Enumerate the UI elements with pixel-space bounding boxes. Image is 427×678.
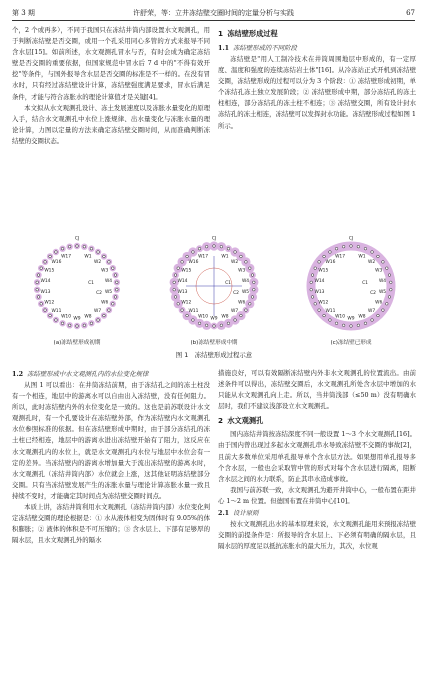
freezing-hole	[234, 319, 237, 322]
freezing-hole	[76, 325, 79, 328]
right-column-bottom	[218, 368, 416, 552]
freezing-hole	[205, 245, 208, 248]
well-label: W6	[101, 300, 109, 306]
freezing-hole	[108, 309, 111, 312]
freezing-hole	[112, 267, 115, 270]
freezing-hole	[388, 274, 391, 277]
freezing-ring-diagram-c	[286, 234, 416, 338]
freezing-hole	[253, 281, 256, 284]
well-label: W12	[44, 300, 55, 306]
well-label: W16	[51, 259, 62, 265]
well-label: W9	[73, 316, 81, 322]
freezing-hole	[357, 324, 360, 327]
freezing-hole	[186, 255, 189, 258]
subsection-number: 1.1	[218, 44, 230, 52]
freezing-hole	[36, 288, 39, 291]
freezing-hole	[371, 319, 374, 322]
freezing-hole	[36, 281, 39, 284]
freezing-hole	[76, 245, 79, 248]
freezing-hole	[364, 322, 367, 325]
well-label: W2	[230, 259, 239, 265]
well-label: W3	[101, 268, 109, 274]
freezing-hole	[103, 255, 106, 258]
freezing-hole	[249, 303, 252, 306]
freezing-hole	[318, 261, 321, 264]
well-label: W14	[40, 278, 51, 284]
freezing-hole	[253, 288, 256, 291]
freezing-hole	[251, 274, 254, 277]
left-column-bottom	[12, 368, 210, 546]
freezing-hole	[234, 251, 237, 254]
freezing-hole	[68, 324, 71, 327]
freezing-hole	[55, 319, 58, 322]
well-label: W8	[221, 314, 229, 320]
section-number: 1	[218, 29, 224, 38]
paragraph: 冻结壁是"用人工制冷技术在井筒周围地层中形成的，有一定厚度、温度和强度的连续冻结岩土体"[16]。从冷冻站正式开机到冻结壁交圈，冻结壁形成的过程可以分为 3 个阶段：① 冻结壁形成初期，单个冻结孔冻土独立发展阶段；② 冻结壁形成中期，部分冻结孔的冻土柱相连，部分冻结孔的冻土柱不相连；③ 冻结壁交圈，所有设计封水冻结孔的冻土相连，冻结壁可以发挥封水功能。冻结壁形成过程如图 1 所示。	[218, 55, 416, 130]
paragraph: 本文拟从水文观测孔设计、冻土发展速度以及冻胀水量变化的原理入手，结合水文观测孔中水位上涨规律、出水量变化与冻胀水量的理论计算，力图以定量的方法来确定冻结壁交圈时间，从而准确判断冻结壁的交圈状态。	[12, 103, 210, 145]
freezing-hole	[97, 251, 100, 254]
freezing-hole	[390, 281, 393, 284]
freezing-hole	[335, 247, 338, 250]
freezing-hole	[192, 251, 195, 254]
well-label: W6	[238, 300, 246, 306]
panel-c	[286, 234, 416, 346]
well-label: W7	[93, 309, 102, 315]
section-title: 水文观测孔	[227, 416, 264, 426]
subsection-heading	[218, 507, 416, 519]
freezing-hole	[198, 322, 201, 325]
freezing-hole	[177, 303, 180, 306]
well-label: W14	[177, 278, 188, 284]
freezing-hole	[198, 247, 201, 250]
well-label: CJ	[211, 236, 217, 242]
section-title: 冻结壁形成过程	[227, 29, 278, 38]
paragraph: 个，2 个或再多），不同于我国只在冻结井筒内部设置水文观测孔，用于判断冻结壁是否交圈，或用一个孔采用同心多管的方式来报导不同含水层[15]。如前所述，水文观测孔冒水与否，有时会成为确定冻结壁是否交圈的重要依据，但国家规范中冒水后 7 d 中的"不得有效开挖"等条件，与国外报导含水层是否交圈的标准是不一样的。在没有冒水时，只有经过冻结壁设计计算，冻结壁强度满足要求，冒水后满足条件，才能与符合冻胀水的理论计算值才是关键[4]。	[12, 26, 210, 101]
panel-a	[12, 234, 142, 346]
running-title: 许舒荣，等：立井冻结壁交圈时间的定量分析与实践	[133, 9, 294, 17]
section-number: 2	[218, 416, 224, 426]
freezing-hole	[112, 303, 115, 306]
subsection-title: 设计原则	[232, 509, 259, 518]
freezing-hole	[114, 274, 117, 277]
section-heading	[218, 27, 416, 40]
panel-b	[149, 234, 279, 346]
freezing-ring-diagram-b	[149, 234, 279, 338]
well-label: W3	[375, 268, 383, 274]
page-number: 67	[406, 9, 415, 17]
freezing-hole	[83, 245, 86, 248]
subsection-heading	[12, 368, 210, 380]
freezing-hole	[382, 309, 385, 312]
subsection-title: 冻结壁形成中水文观测孔内的水位变化规律	[26, 370, 149, 378]
freezing-hole	[49, 314, 52, 317]
well-label: W10	[335, 314, 346, 320]
freezing-hole	[342, 245, 345, 248]
well-label: W6	[375, 300, 383, 306]
right-column-top	[218, 25, 416, 132]
well-label: W15	[181, 268, 192, 274]
freezing-hole	[310, 281, 313, 284]
well-label: W14	[314, 278, 325, 284]
freezing-hole	[245, 261, 248, 264]
well-label: W17	[198, 254, 209, 260]
well-label: C2	[96, 291, 102, 296]
well-label: W17	[61, 254, 72, 260]
freezing-hole	[174, 296, 177, 299]
freezing-hole	[174, 274, 177, 277]
left-column-top	[12, 25, 210, 147]
freezing-ring-diagram-a	[12, 234, 142, 338]
well-label: W11	[51, 309, 62, 315]
freezing-hole	[40, 303, 43, 306]
freezing-hole	[177, 267, 180, 270]
freezing-hole	[251, 296, 254, 299]
well-label: W9	[210, 316, 218, 322]
freezing-hole	[342, 324, 345, 327]
freezing-hole	[377, 314, 380, 317]
freezing-hole	[192, 319, 195, 322]
freezing-hole	[181, 309, 184, 312]
well-label: W13	[177, 290, 188, 296]
freezing-hole	[55, 251, 58, 254]
well-label: W4	[378, 278, 387, 284]
freezing-hole	[205, 324, 208, 327]
well-label: W1	[84, 254, 92, 260]
well-label: W10	[61, 314, 72, 320]
paragraph: 我国与前苏联一致，水文观测孔为避开井筒中心，一般布置在距井心 1～2 m 位置。但德国布置在井筒中心[10]。	[218, 485, 416, 505]
freezing-hole	[240, 314, 243, 317]
freezing-hole	[61, 322, 64, 325]
freezing-hole	[116, 288, 119, 291]
well-label: CJ	[348, 236, 354, 242]
well-label: C2	[370, 291, 376, 296]
panel-b-label: (b)冻结壁形成中期	[190, 340, 238, 346]
freezing-hole	[245, 309, 248, 312]
paragraph: 措施良好，可以有效隔断冻结壁内外非水文观测孔的位置流出。由前述条件可以得出，冻结壁交圈后，水文观测孔所处含水层中增加的水只能从水文观测孔向上走。所以，当井筒浅部（≤50 m）没有明确水层时，我们不建议浅部设立水文观测孔。	[218, 369, 416, 411]
freezing-hole	[37, 296, 40, 299]
freezing-hole	[108, 261, 111, 264]
freezing-hole	[364, 247, 367, 250]
freezing-hole	[382, 261, 385, 264]
freezing-hole	[335, 322, 338, 325]
freezing-hole	[318, 309, 321, 312]
freezing-hole	[329, 319, 332, 322]
freezing-hole	[323, 255, 326, 258]
freezing-hole	[314, 303, 317, 306]
freezing-hole	[386, 303, 389, 306]
freezing-hole	[350, 325, 353, 328]
figure-caption-label: 图 1	[175, 351, 189, 359]
freezing-hole	[388, 296, 391, 299]
freezing-hole	[329, 251, 332, 254]
well-label: W16	[325, 259, 336, 265]
well-label: W4	[104, 278, 113, 284]
freezing-hole	[220, 245, 223, 248]
paragraph: 本质上讲，冻结井筒利用水文观测孔（冻结井筒内部）水位变化判定冻结壁交圈的理论根据是：① 水从液体相变为固体时有 9.05%的体积膨胀；② 液体的体积是不可压缩的；③ 含水层上、下部有足够厚的隔水层，且水文观测孔外的隔水	[12, 503, 210, 545]
freezing-hole	[90, 322, 93, 325]
well-label: CJ	[74, 236, 80, 242]
freezing-hole	[390, 288, 393, 291]
well-label: C1	[362, 281, 368, 286]
freezing-hole	[186, 314, 189, 317]
subsection-number: 1.2	[12, 370, 24, 378]
paragraph: 从图 1 可以看出：在井筒冻结前期，由于冻结孔之间的冻土柱没有一个相连，地层中的游离水可以自由出入冻结壁，没有任何阻力。所以，此时冻结壁内外的水位变化是一致的。这也是前苏联设计水文观测孔时，有一个孔要设计在冻结壁外部，作为冻结壁内水文观测孔水位参照标准的依据。但在冻结壁形成中期时，由于部分冻结孔的冻土柱已经相连，地层中的游离水进出冻结壁开始有了阻力，这反应在水文观测孔内的水位上，就是水文观测孔内水位与地层中水位会有一定的差异。当冻结壁内的游离水增加量大于流出冻结壁的游离水时，水文观测孔（冻结井筒内部）水位就会上涨，这其他证明冻结壁部分交圈。只有当冻结壁发展产生的冻胀水量与理论计算冻胀水量一致且持续不变时，才能确定其时间点为冻结壁交圈时间点。	[12, 381, 210, 500]
well-label: W7	[230, 309, 239, 315]
section-heading	[218, 414, 416, 427]
figure-1	[12, 234, 416, 362]
panel-a-label: (a)冻结壁形成初期	[53, 340, 101, 346]
well-label: W12	[318, 300, 329, 306]
freezing-hole	[240, 255, 243, 258]
freezing-hole	[83, 324, 86, 327]
freezing-hole	[314, 267, 317, 270]
subsection-heading	[218, 42, 416, 54]
freezing-hole	[386, 267, 389, 270]
freezing-hole	[213, 325, 216, 328]
freezing-hole	[44, 309, 47, 312]
freezing-hole	[220, 324, 223, 327]
freezing-hole	[249, 267, 252, 270]
paragraph: 按水文观测孔出水的基本原理来说，水文观测孔能用来预报冻结壁交圈的前提条件是：所报导的含水层上、下必须有明确的隔水层，且隔水层的厚度足以抵抗冻胀水的最大压力，其次，水位观	[218, 520, 416, 551]
page-header	[12, 6, 415, 21]
freezing-hole	[68, 245, 71, 248]
freezing-hole	[227, 322, 230, 325]
subsection-number: 2.1	[218, 509, 230, 518]
well-label: W2	[367, 259, 376, 265]
freezing-hole	[310, 288, 313, 291]
well-label: W5	[241, 290, 250, 296]
well-label: W10	[198, 314, 209, 320]
freezing-hole	[44, 261, 47, 264]
freezing-hole	[357, 245, 360, 248]
well-label: W3	[238, 268, 246, 274]
well-label: C1	[225, 281, 231, 286]
well-label: W17	[335, 254, 346, 260]
freezing-hole	[227, 247, 230, 250]
freezing-hole	[181, 261, 184, 264]
paragraph: 国内冻结井筒按冻结深度不同一般设置 1～3 个水文观测孔[16]。由于国内曾出现过多起水文观测孔串水导致冻结壁不交圈的事故[2]，且前大多数单位采用单孔报导单个含水层方法。如果想用单孔报导多个含水层，一般也会采取管中管的形式对每个含水层进行隔离，阻断含水层之间的水力联系，防止其串水造成事故。	[218, 430, 416, 483]
well-label: W2	[93, 259, 102, 265]
freezing-hole	[173, 288, 176, 291]
well-label: W7	[367, 309, 376, 315]
freezing-hole	[213, 245, 216, 248]
figure-caption	[12, 350, 416, 359]
well-label: W15	[44, 268, 55, 274]
well-label: W9	[347, 316, 355, 322]
well-label: C1	[88, 281, 94, 286]
well-label: W15	[318, 268, 329, 274]
freezing-hole	[377, 255, 380, 258]
well-label: W16	[188, 259, 199, 265]
well-label: C2	[233, 291, 239, 296]
well-label: W12	[181, 300, 192, 306]
freezing-hole	[103, 314, 106, 317]
well-label: W13	[40, 290, 51, 296]
freezing-hole	[323, 314, 326, 317]
well-label: W13	[314, 290, 325, 296]
freezing-hole	[61, 247, 64, 250]
well-label: W5	[378, 290, 387, 296]
well-label: W11	[188, 309, 199, 315]
well-label: W5	[104, 290, 113, 296]
subsection-title: 冻结壁形成的不同阶段	[232, 44, 297, 52]
freezing-hole	[350, 245, 353, 248]
freezing-hole	[311, 296, 314, 299]
freezing-hole	[371, 251, 374, 254]
issue-number: 第 3 期	[12, 9, 35, 17]
panel-c-label: (c)冻结壁已形成	[330, 340, 372, 346]
well-label: W1	[221, 254, 229, 260]
well-label: W1	[358, 254, 366, 260]
well-label: W8	[358, 314, 366, 320]
well-label: W8	[84, 314, 92, 320]
freezing-hole	[173, 281, 176, 284]
freezing-hole	[37, 274, 40, 277]
well-label: W4	[241, 278, 250, 284]
freezing-hole	[49, 255, 52, 258]
freezing-hole	[90, 247, 93, 250]
freezing-hole	[114, 296, 117, 299]
well-label: W11	[325, 309, 336, 315]
frozen-wall-ring	[311, 246, 391, 326]
freezing-hole	[40, 267, 43, 270]
figure-caption-text: 冻结壁形成过程示意	[194, 351, 253, 359]
freezing-hole	[97, 319, 100, 322]
freezing-hole	[116, 281, 119, 284]
freezing-hole	[311, 274, 314, 277]
